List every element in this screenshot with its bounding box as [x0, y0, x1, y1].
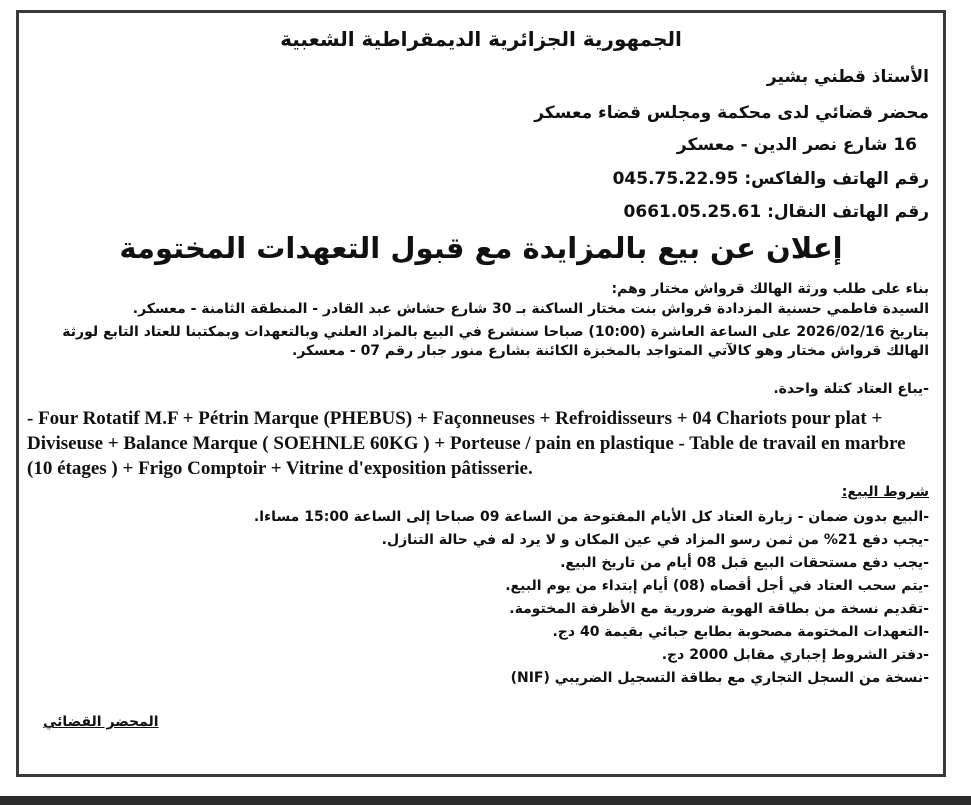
office-address: 16 شارع نصر الدين - معسكر	[676, 135, 917, 155]
bailiff-role: محضر قضائي لدى محكمة ومجلس قضاء معسكر	[534, 103, 929, 123]
bailiff-signature-label: المحضر القضائي	[43, 714, 159, 730]
bailiff-name: الأستاذ قطني بشير	[766, 67, 929, 87]
bottom-divider	[0, 796, 971, 805]
condition-item: -يجب دفع 21% من ثمن رسو المزاد في عين المكان و لا يرد له في حالة التنازل.	[381, 532, 929, 548]
republic-header: الجمهورية الجزائرية الديمقراطية الشعبية	[280, 27, 682, 51]
condition-item: -يتم سحب العتاد في أجل أقصاه (08) أيام إبتداء من يوم البيع.	[505, 578, 929, 594]
condition-item: -التعهدات المختومة مصحوبة بطابع جبائي بقيمة 40 دج.	[552, 624, 929, 640]
notice-title: إعلان عن بيع بالمزايدة مع قبول التعهدات المختومة	[119, 231, 843, 265]
notice-frame	[16, 10, 946, 777]
condition-item: -نسخة من السجل التجاري مع بطاقة التسجيل الضريبي (NIF)	[510, 670, 929, 686]
mobile-phone: رقم الهاتف النقال: 0661.05.25.61	[623, 202, 929, 222]
heir-details: السيدة فاطمي حسنية المزدادة قرواش بنت مختار الساكنة بـ 30 شارع حشاش عبد القادر - المنطقة الثامنة - معسكر.	[132, 301, 929, 317]
conditions-list	[49, 506, 929, 690]
condition-item: -تقديم نسخة من بطاقة الهوية ضرورية مع الأظرفة المختومة.	[509, 601, 929, 617]
condition-item: -يجب دفع مستحقات البيع قبل 08 أيام من تاريخ البيع.	[560, 555, 929, 571]
equipment-list: - Four Rotatif M.F + Pétrin Marque (PHEBUS) + Façonneuses + Refroidisseurs + 04 Chariots pour plat + Diviseuse + Balance Marque ( SOEHNLE 60KG ) + Porteuse / pain en plastique - Table de travail en marbre (10 étages ) + Frigo Comptoir + Vitrine d'exposition pâtisserie.	[27, 408, 906, 479]
condition-item: -دفتر الشروط إجباري مقابل 2000 دج.	[661, 647, 929, 663]
condition-item: -البيع بدون ضمان - زيارة العتاد كل الأيام المفتوحة من الساعة 09 صباحا إلى الساعة 15:00 مساءا.	[253, 509, 929, 525]
sale-date-paragraph: بتاريخ 2026/02/16 على الساعة العاشرة (10:00) صباحا سنشرع في البيع بالمزاد العلني وبالتعهدات وبمكتبنا للعتاد التابع لورثة الهالك قرواش مختار وهو كالآتي المتواجد بالمخبزة الكائنة بشارع منور جبار رقم 07 - معسكر.	[62, 324, 929, 359]
single-lot-note: -يباع العتاد كتلة واحدة.	[773, 381, 929, 397]
phone-fax: رقم الهاتف والفاكس: 045.75.22.95	[612, 169, 929, 189]
conditions-heading: شروط البيع:	[841, 484, 929, 500]
request-intro: بناء على طلب ورثة الهالك قرواش مختار وهم:	[611, 281, 929, 297]
